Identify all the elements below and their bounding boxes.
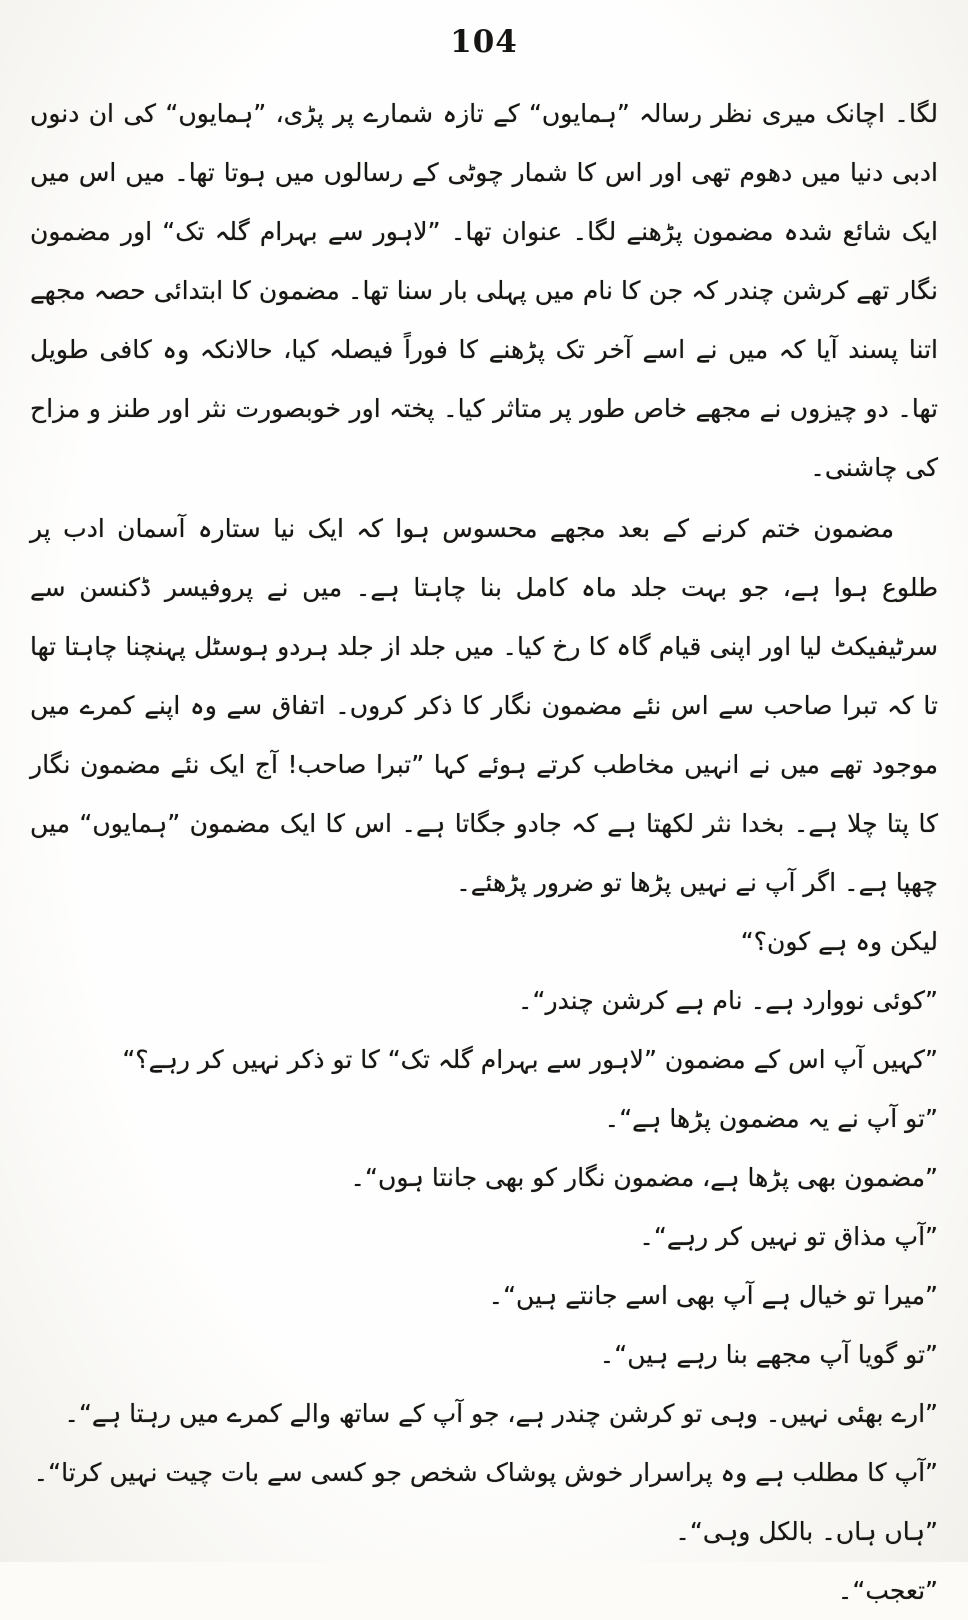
dialogue-line-yes-exactly-him: ”ہاں ہاں۔ بالکل وہی“۔ (675, 1517, 938, 1546)
paragraph-opening: لگا۔ اچانک میری نظر رسالہ ”ہمایوں“ کے تازہ شمارے پر پڑی، ”ہمایوں“ کی ان دنوں ادبی دنیا میں دھوم تھی اور اس کا شمار چوٹی کے رسالوں میں ہوتا تھا۔ میں اس میں ایک شائع شدہ مضمون پڑھنے لگا۔ عنوان تھا۔ ”لاہور سے بہرام گلہ تک“ اور مضمون نگار تھے کرشن چندر کہ جن کا نام میں پہلی بار سنا تھا۔ مضمون کا ابتدائی حصہ مجھے اتنا پسند آیا کہ میں نے اسے آخر تک پڑھنے کا فوراً فیصلہ کیا، حالانکہ وہ کافی طویل تھا۔ دو چیزوں نے مجھے خاص طور پر متاثر کیا۔ پختہ اور خوبصورت نثر اور طنز و مزاح کی چاشنی۔ (30, 99, 938, 482)
dialogue-line-you-read-it: ”تو آپ نے یہ مضمون پڑھا ہے“۔ (604, 1104, 938, 1133)
dialogue-line-not-joking: ”آپ مذاق تو نہیں کر رہے“۔ (639, 1222, 938, 1251)
paragraph-new-star: مضمون ختم کرنے کے بعد مجھے محسوس ہوا کہ ایک نیا ستارہ آسمان ادب پر طلوع ہوا ہے، جو بہت جلد ماہ کامل بنا چاہتا ہے۔ میں نے پروفیسر ڈکنسن سے سرٹیفیکٹ لیا اور اپنی قیام گاہ کا رخ کیا۔ میں جلد از جلد ہردو ہوسٹل پہنچنا چاہتا تھا تا کہ تبرا صاحب سے اس نئے مضمون نگار کا ذکر کروں۔ اتفاق سے وہ اپنے کمرے میں موجود تھے میں نے انہیں مخاطب کرتے ہوئے کہا ”تبرا صاحب! آج ایک نئے مضمون نگار کا پتا چلا ہے۔ بخدا نثر لکھتا ہے کہ جادو جگاتا ہے۔ اس کا ایک مضمون ”ہمایوں“ میں چھپا ہے۔ اگر آپ نے نہیں پڑھا تو ضرور پڑھئے۔ (30, 514, 938, 897)
dialogue-line-you-know-him-too: ”میرا تو خیال ہے آپ بھی اسے جانتے ہیں“۔ (488, 1281, 938, 1310)
dialogue-line-teasing-me: ”تو گویا آپ مجھے بنا رہے ہیں“۔ (599, 1340, 938, 1369)
dialogue-line-next-room-neighbour: ”ارے بھئی نہیں۔ وہی تو کرشن چندر ہے، جو آپ کے ساتھ والے کمرے میں رہتا ہے“۔ (64, 1399, 938, 1428)
dialogue-line-but-who-is-he: لیکن وہ ہے کون؟“ (740, 927, 938, 956)
dialogue-line-astonishment: ”تعجب“۔ (837, 1576, 938, 1605)
dialogue-line-know-the-writer: ”مضمون بھی پڑھا ہے، مضمون نگار کو بھی جانتا ہوں“۔ (350, 1163, 938, 1192)
dialogue-line-mysterious-well-dressed-man: ”آپ کا مطلب ہے وہ پراسرار خوش پوشاک شخص جو کسی سے بات چیت نہیں کرتا“۔ (33, 1458, 938, 1487)
page-number: 104 (450, 24, 518, 60)
page-body (30, 84, 938, 1620)
dialogue-line-mention-lahore-essay: ”کہیں آپ اس کے مضمون ”لاہور سے بہرام گلہ تک“ کا تو ذکر نہیں کر رہے؟“ (122, 1045, 938, 1074)
dialogue-line-newcomer-krishan-chander: ”کوئی نووارد ہے۔ نام ہے کرشن چندر“۔ (517, 986, 938, 1015)
